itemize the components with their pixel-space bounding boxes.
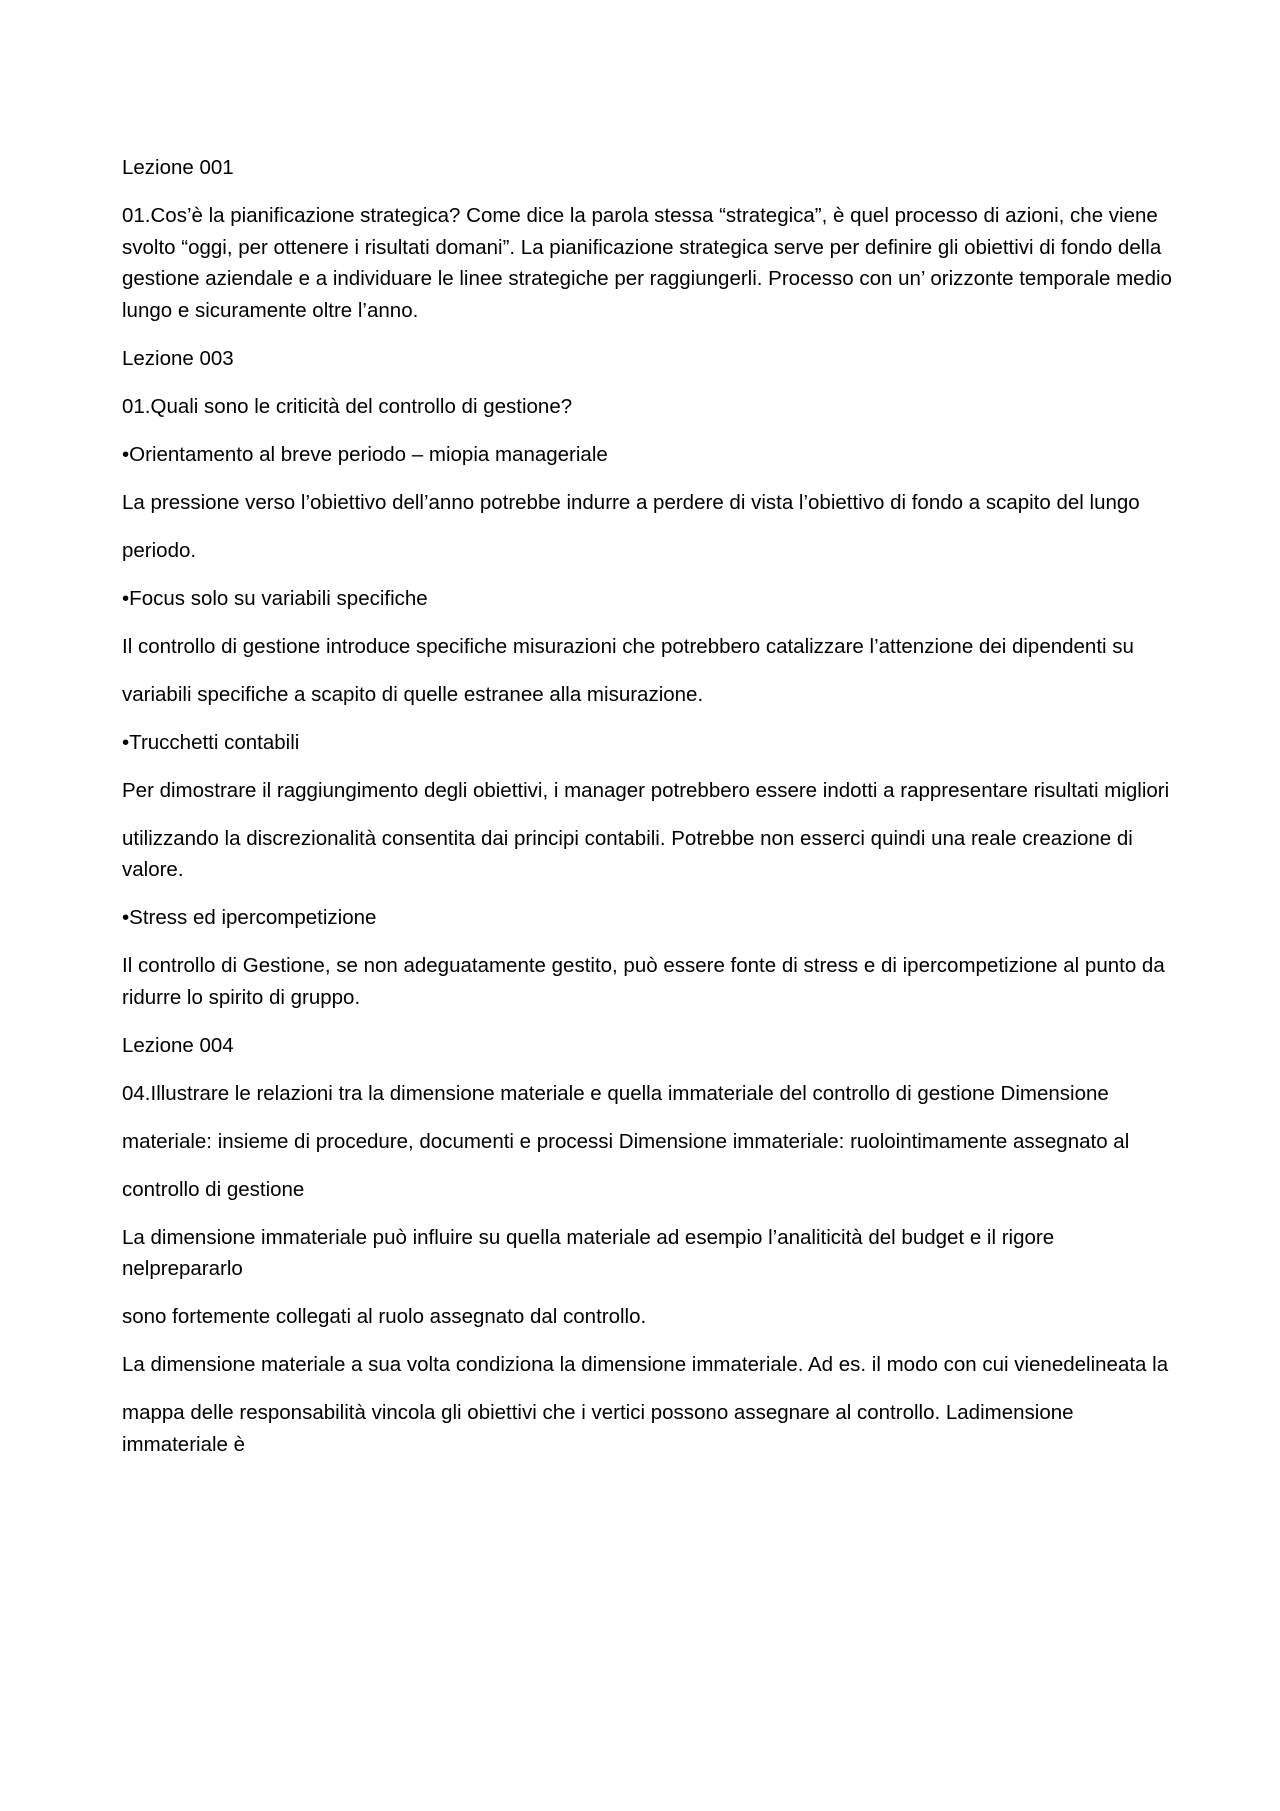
paragraph: materiale: insieme di procedure, documenti e processi Dimensione immateriale: ruolointimamente assegnato al <box>122 1129 1130 1153</box>
paragraph: Il controllo di gestione introduce specifiche misurazioni che potrebbero catalizzare l’attenzione dei dipendenti su <box>122 634 1134 658</box>
paragraph: utilizzando la discrezionalità consentita dai principi contabili. Potrebbe non esserci quindi una reale creazione di valore. <box>122 826 1133 881</box>
paragraph: Il controllo di Gestione, se non adeguatamente gestito, può essere fonte di stress e di ipercompetizione al punto da ridurre lo spirito di gruppo. <box>122 954 1165 1009</box>
document-page <box>122 152 1174 1477</box>
paragraph: Per dimostrare il raggiungimento degli obiettivi, i manager potrebbero essere indotti a rappresentare risultati migliori <box>122 778 1170 802</box>
question: 01.Quali sono le criticità del controllo di gestione? <box>122 394 573 418</box>
question: 04.Illustrare le relazioni tra la dimensione materiale e quella immateriale del controllo di gestione Dimensione <box>122 1081 1109 1105</box>
paragraph: La dimensione immateriale può influire su quella materiale ad esempio l’analiticità del budget e il rigore nelprepararlo <box>122 1225 1055 1280</box>
paragraph: 01.Cos’è la pianificazione strategica? Come dice la parola stessa “strategica”, è quel processo di azioni, che viene svolto “oggi, per ottenere i risultati domani”. La pianificazione strategica serve per definire gli obiettivi di fondo della gestione aziendale e a individuare le linee strategiche per raggiungerli. Processo con un’ orizzonte temporale medio lungo e sicuramente oltre l’anno. <box>122 204 1172 322</box>
paragraph: periodo. <box>122 538 197 562</box>
paragraph: sono fortemente collegati al ruolo assegnato dal controllo. <box>122 1305 647 1328</box>
paragraph: controllo di gestione <box>122 1177 305 1201</box>
paragraph: La pressione verso l’obiettivo dell’anno potrebbe indurre a perdere di vista l’obiettivo di fondo a scapito del lungo <box>122 490 1140 514</box>
bullet-item: •Trucchetti contabili <box>122 730 300 754</box>
paragraph: La dimensione materiale a sua volta condiziona la dimensione immateriale. Ad es. il modo con cui vienedelineata la <box>122 1353 1169 1376</box>
bullet-item: •Stress ed ipercompetizione <box>122 906 377 929</box>
bullet-item: •Focus solo su variabili specifiche <box>122 586 428 610</box>
paragraph: variabili specifiche a scapito di quelle estranee alla misurazione. <box>122 682 704 706</box>
lesson-heading: Lezione 004 <box>122 1033 234 1057</box>
lesson-heading: Lezione 001 <box>122 156 234 179</box>
lesson-heading: Lezione 003 <box>122 346 234 370</box>
paragraph: mappa delle responsabilità vincola gli obiettivi che i vertici possono assegnare al controllo. Ladimensione immateriale è <box>122 1401 1074 1456</box>
bullet-item: •Orientamento al breve periodo – miopia manageriale <box>122 442 608 466</box>
